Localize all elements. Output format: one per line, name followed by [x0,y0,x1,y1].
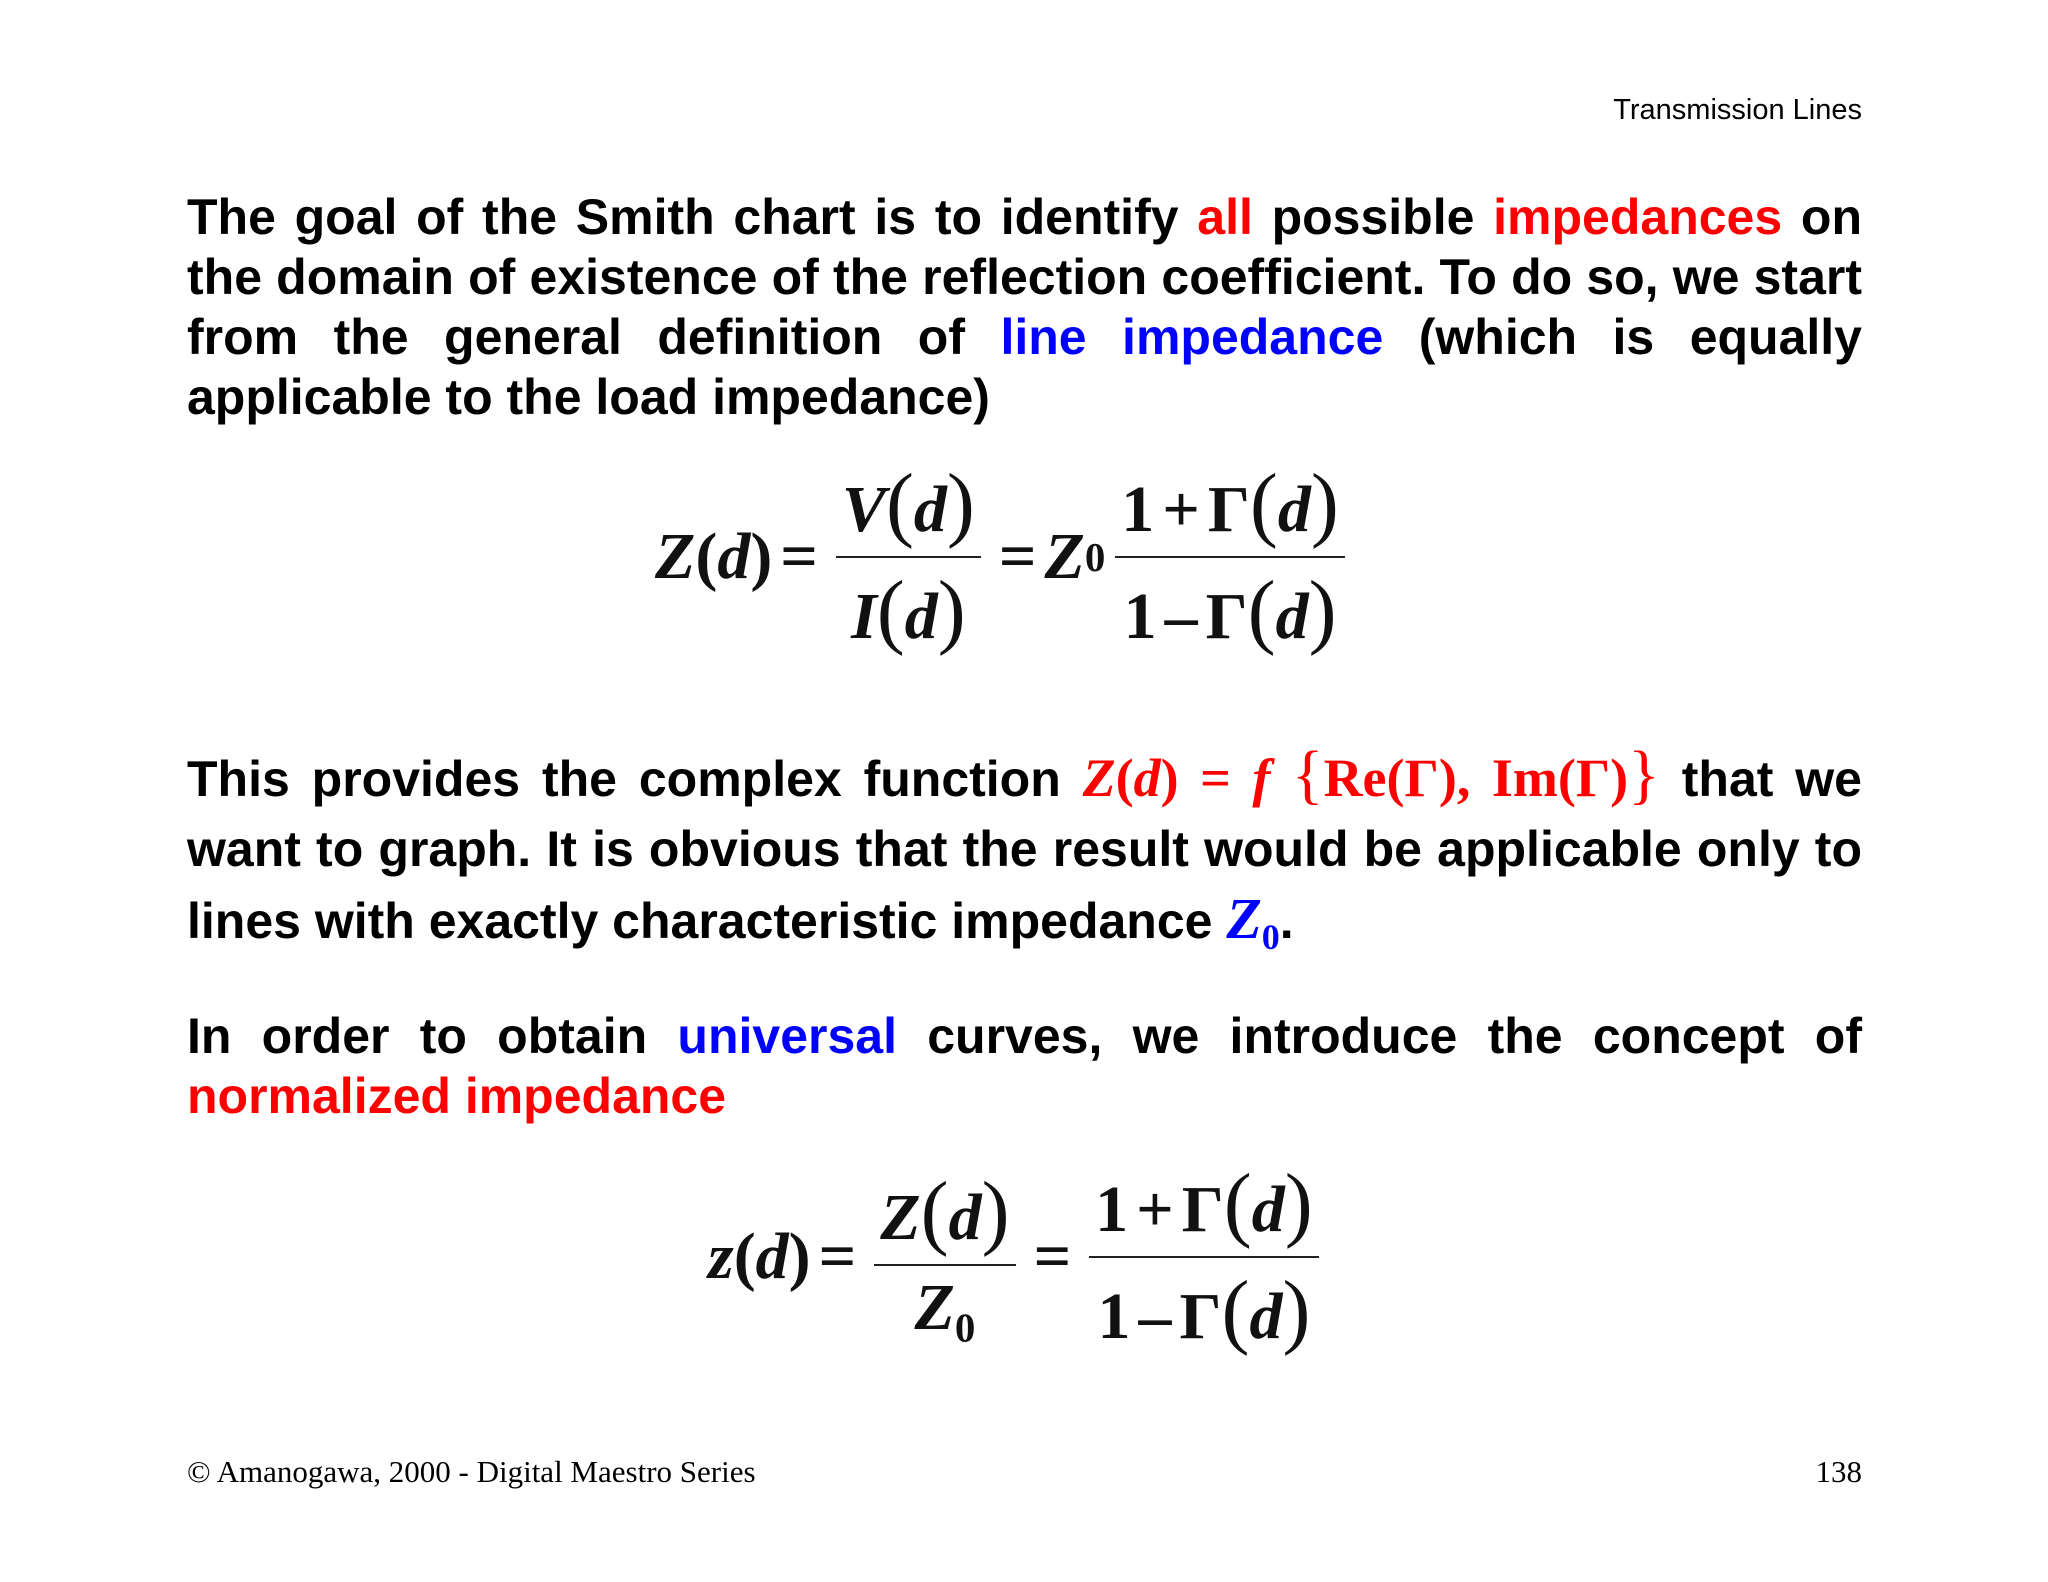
paragraph-smith-goal [187,187,1862,427]
fraction-gamma: $\frac{1 + \Gamma(d)}{1 - \Gamma(d)}$ [1115,455,1345,659]
text: (which is equally applicable to the load impedance) [187,309,1862,425]
eq-symbol: 1 [1097,1280,1131,1353]
eq-operator: = [1033,1220,1072,1293]
eq-symbol: d [1133,748,1161,808]
fraction-z-over-z0: $\frac{Z(d)}{Z_0}$ [874,1163,1015,1351]
eq-symbol: d [904,580,938,653]
highlight-normalized-impedance: normalized impedance [187,1068,727,1124]
eq-operator: + [1136,1173,1174,1246]
eq-symbol: Γ [1179,1280,1222,1353]
text: on the domain of existence of the reflection coefficient. To do so, we start from the general definition of [187,189,1862,365]
eq-symbol: d [1275,580,1309,653]
paragraph-normalized [187,1006,1862,1126]
eq-symbol: V [841,473,886,546]
text: curves, we introduce the concept of [896,1008,1862,1064]
eq-symbol: f [1252,748,1271,808]
eq-operator: + [1162,473,1200,546]
eq-subscript: 0 [954,1305,976,1351]
eq-symbol: I [851,580,877,653]
page-number: 138 [1815,1454,1862,1489]
highlight-impedances: impedances [1493,189,1783,245]
eq-symbol: Z [1044,520,1085,593]
highlight-all: all [1197,189,1253,245]
eq-symbol: 1 [1121,473,1155,546]
eq-symbol: d [717,520,751,593]
eq-subscript: 0 [1261,916,1280,957]
paragraph-complex-function [187,740,1862,972]
eq-symbol: d [755,1220,789,1293]
eq-symbol: d [913,473,947,546]
eq-symbol: Z [880,1180,921,1254]
eq-symbol: Z [914,1270,955,1344]
fraction-v-over-i: $\frac{V(d)}{I(d)}$ [836,455,981,659]
eq-operator: = [818,1220,857,1293]
eq-symbol: Γ [1207,473,1250,546]
eq-symbol: 1 [1095,1173,1129,1246]
eq-symbol: d [1251,1173,1285,1246]
eq-symbol: z [708,1220,734,1293]
eq-symbol: d [1277,473,1311,546]
text: possible [1252,189,1494,245]
text: The goal of the Smith chart is to identify [187,189,1198,245]
eq-operator: – [1138,1280,1172,1353]
eq-operator: = [780,520,818,593]
equation-normalized-impedance: z ( d ) = $\frac{Z(d)}{Z_0}$ = $\frac{1 + \Gamma(d)}{1 - \Gamma(d)}$ [708,1155,1329,1359]
text: . [1279,893,1294,949]
running-header: Transmission Lines [1613,94,1862,126]
eq-operator: = [998,520,1037,593]
text: This provides the complex function [187,751,1083,807]
inline-equation-function: Z(d) = f {Re(Γ), Im(Γ)} [1082,738,1660,811]
text: In order to obtain [187,1008,678,1064]
eq-symbol: 1 [1123,580,1157,653]
eq-symbol: Z [1082,748,1116,808]
eq-symbol: d [1249,1280,1283,1353]
highlight-universal: universal [677,1008,897,1064]
eq-symbol: Γ [1205,580,1248,653]
footer-copyright: © Amanogawa, 2000 - Digital Maestro Series [187,1454,756,1489]
eq-operator: = [1178,748,1253,808]
eq-body: Re(Γ), Im(Γ) [1323,748,1629,808]
eq-symbol: Γ [1181,1173,1224,1246]
eq-symbol: Z [655,520,696,593]
eq-operator: – [1164,580,1198,653]
fraction-gamma: $\frac{1 + \Gamma(d)}{1 - \Gamma(d)}$ [1089,1155,1319,1359]
inline-z0: Z [1226,886,1262,951]
highlight-line-impedance: line impedance [1000,309,1384,365]
eq-subscript: 0 [1084,534,1106,580]
equation-line-impedance: Z ( d ) = $\frac{V(d)}{I(d)}$ = Z 0 $\frac{1 + \Gamma(d)}{1 - \Gamma(d)}$ [655,455,1355,659]
text: that we want to graph. It is obvious that the result would be applicable only to lines with exactly characteristic impedance [187,751,1862,949]
eq-symbol: d [948,1180,982,1254]
